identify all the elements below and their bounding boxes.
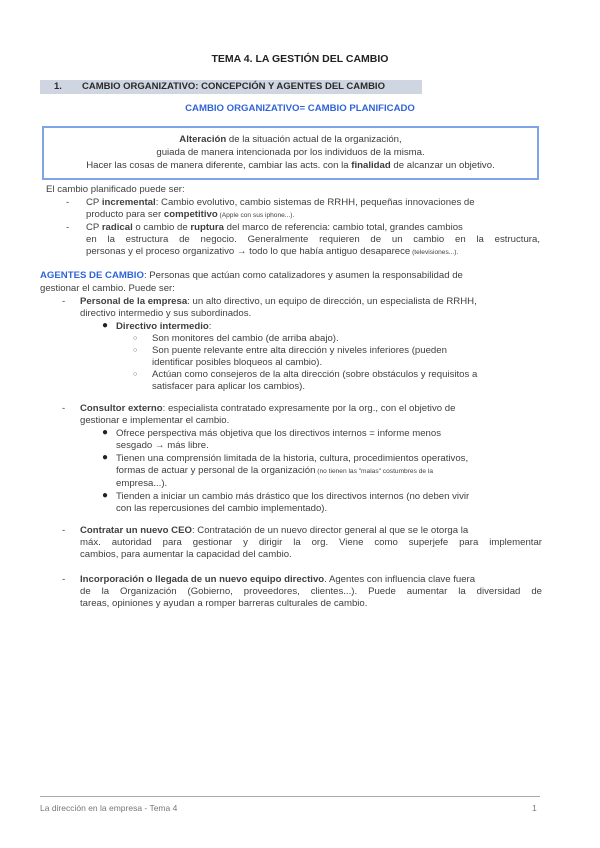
dash-marker: - — [62, 403, 66, 414]
box-line-3-post: de alcanzar un objetivo. — [390, 160, 495, 171]
radical-line-3 — [86, 246, 458, 260]
agents-label: AGENTES DE CAMBIO — [40, 270, 144, 281]
bullet-marker: ● — [102, 490, 109, 501]
ceo-line-2: máx. autoridad para gestionar y dirigir la org. Viene como superjefe para implementar — [80, 537, 542, 548]
ceo-line-3: cambios, para aumentar la capacidad del cambio. — [80, 549, 292, 560]
dash-marker: - — [62, 574, 66, 585]
subtitle: CAMBIO ORGANIZATIVO= CAMBIO PLANIFICADO — [185, 103, 415, 114]
consultor-item-1-line-1: Ofrece perspectiva más objetiva que los directivos internos = informe menos — [116, 428, 442, 439]
consultor-item-2-text: formas de actuar y personal de la organización — [116, 465, 316, 476]
rad-pre: CP — [86, 222, 102, 233]
dash-marker: - — [66, 222, 70, 233]
personal-line-1 — [80, 296, 542, 309]
consultor-line-2: gestionar e implementar el cambio. — [80, 415, 230, 426]
dash-marker: - — [62, 525, 66, 536]
definition-box — [42, 126, 539, 180]
personal-line-2: directivo intermedio y sus subordinados. — [80, 308, 252, 319]
directivo-intermedio — [116, 321, 211, 334]
rad-rest: del marco de referencia: cambio total, grandes cambios — [223, 222, 463, 233]
inc-pre: CP — [86, 197, 102, 208]
ceo-l1: : Contratación de un nuevo director general al que se le otorga la — [191, 525, 469, 536]
inc-bold: incremental — [101, 197, 156, 208]
directivo-bold: Directivo intermedio — [116, 321, 209, 332]
team-l1: . Agentes con influencia clave fuera — [324, 574, 476, 585]
document-title: TEMA 4. LA GESTIÓN DEL CAMBIO — [211, 53, 389, 65]
box-line-1-text: de la situación actual de la organización, — [226, 134, 402, 145]
inc-l2-bold: competitivo — [163, 209, 218, 220]
bullet-marker: ● — [102, 427, 109, 438]
inc-l2-small: (Apple con sus iphone...). — [217, 212, 295, 219]
directivo-item-3-line-2: satisfacer para aplicar los cambios). — [152, 381, 306, 392]
directivo-colon: : — [208, 321, 212, 332]
rad-bold: radical — [101, 222, 133, 233]
rad-mid: o cambio de — [132, 222, 191, 233]
ceo-bold: Contratar un nuevo CEO — [80, 525, 192, 536]
team-line-3: tareas, opiniones y ayudan a romper barreras culturales de cambio. — [80, 598, 368, 609]
box-line-3-pre: Hacer las cosas de manera diferente, cambiar las acts. con la — [86, 160, 352, 171]
agents-line-2: gestionar el cambio. Puede ser: — [40, 283, 175, 294]
radical-line-1 — [86, 222, 540, 235]
radical-line-2: en la estructura de negocio. Generalmente requieren de un cambio en la estructura, — [86, 234, 540, 245]
box-bold-alteracion: Alteración — [179, 134, 227, 145]
team-line-1 — [80, 574, 542, 587]
team-bold: Incorporación o llegada de un nuevo equipo directivo — [80, 574, 325, 585]
footer-divider — [40, 796, 540, 797]
incremental-line-1 — [86, 197, 540, 210]
directivo-item-2-line-2: identificar posibles bloqueos al cambio). — [152, 357, 323, 368]
consultor-line-1 — [80, 403, 542, 416]
directivo-item-3-line-1: Actúan como consejeros de la alta dirección (sobre obstáculos y requisitos a — [152, 369, 478, 380]
consultor-item-3-line-2: con las repercusiones del cambio implementado). — [116, 503, 328, 514]
consultor-item-3-line-1: Tienden a iniciar un cambio más drástico que los directivos internos (no deben vivir — [116, 491, 470, 502]
personal-l1: : un alto directivo, un equipo de dirección, un especialista de RRHH, — [187, 296, 477, 307]
rad-bold2: ruptura — [190, 222, 224, 233]
rad-l3: personas y el proceso organizativo → todo lo que había antiguo desaparece — [86, 246, 411, 257]
directivo-item-2-line-1: Son puente relevante entre alta dirección y niveles inferiores (pueden — [152, 345, 447, 356]
bullet-marker: ● — [102, 452, 109, 463]
consultor-l1: : especialista contratado expresamente por la org., con el objetivo de — [162, 403, 456, 414]
consultor-item-2-line-1: Tienen una comprensión limitada de la historia, cultura, procedimientos operativos, — [116, 453, 469, 464]
personal-bold: Personal de la empresa — [80, 296, 188, 307]
agents-line-1 — [40, 270, 542, 283]
consultor-item-2-line-2 — [116, 465, 433, 479]
section-label: CAMBIO ORGANIZATIVO: CONCEPCIÓN Y AGENTES DEL CAMBIO — [82, 81, 385, 92]
dash-marker: - — [62, 296, 66, 307]
inc-l2-pre: producto para ser — [86, 209, 164, 220]
section-heading — [40, 80, 422, 94]
box-bold-finalidad: finalidad — [351, 160, 391, 171]
consultor-item-2-small: (no tienen las "malas" costumbres de la — [315, 468, 434, 475]
box-line-3 — [44, 159, 537, 172]
directivo-item-1: Son monitores del cambio (de arriba abajo). — [152, 333, 339, 344]
inc-rest: : Cambio evolutivo, cambio sistemas de RRHH, pequeñas innovaciones de — [155, 197, 475, 208]
team-line-2: de la Organización (Gobierno, proveedores, clientes...). Puede aumentar la diversidad de — [80, 586, 542, 597]
bullet-marker: ● — [102, 320, 109, 331]
footer-text: La dirección en la empresa - Tema 4 — [40, 803, 178, 813]
consultor-item-1-line-2: sesgado → más libre. — [116, 440, 209, 451]
incremental-line-2 — [86, 209, 294, 223]
section-number: 1. — [54, 81, 62, 92]
box-line-2: guiada de manera intencionada por los individuos de la misma. — [156, 147, 425, 158]
consultor-item-2-line-3: empresa...). — [116, 478, 168, 489]
planned-intro: El cambio planificado puede ser: — [46, 184, 185, 195]
circle-marker: ○ — [133, 371, 138, 378]
dash-marker: - — [66, 197, 70, 208]
box-line-1 — [44, 133, 537, 146]
agents-text-1: : Personas que actúan como catalizadores y asumen la responsabilidad de — [143, 270, 463, 281]
circle-marker: ○ — [133, 335, 138, 342]
consultor-bold: Consultor externo — [80, 403, 163, 414]
rad-l3-small: (televisiones...). — [410, 249, 459, 256]
circle-marker: ○ — [133, 347, 138, 354]
ceo-line-1 — [80, 525, 542, 538]
page-number: 1 — [532, 803, 537, 813]
